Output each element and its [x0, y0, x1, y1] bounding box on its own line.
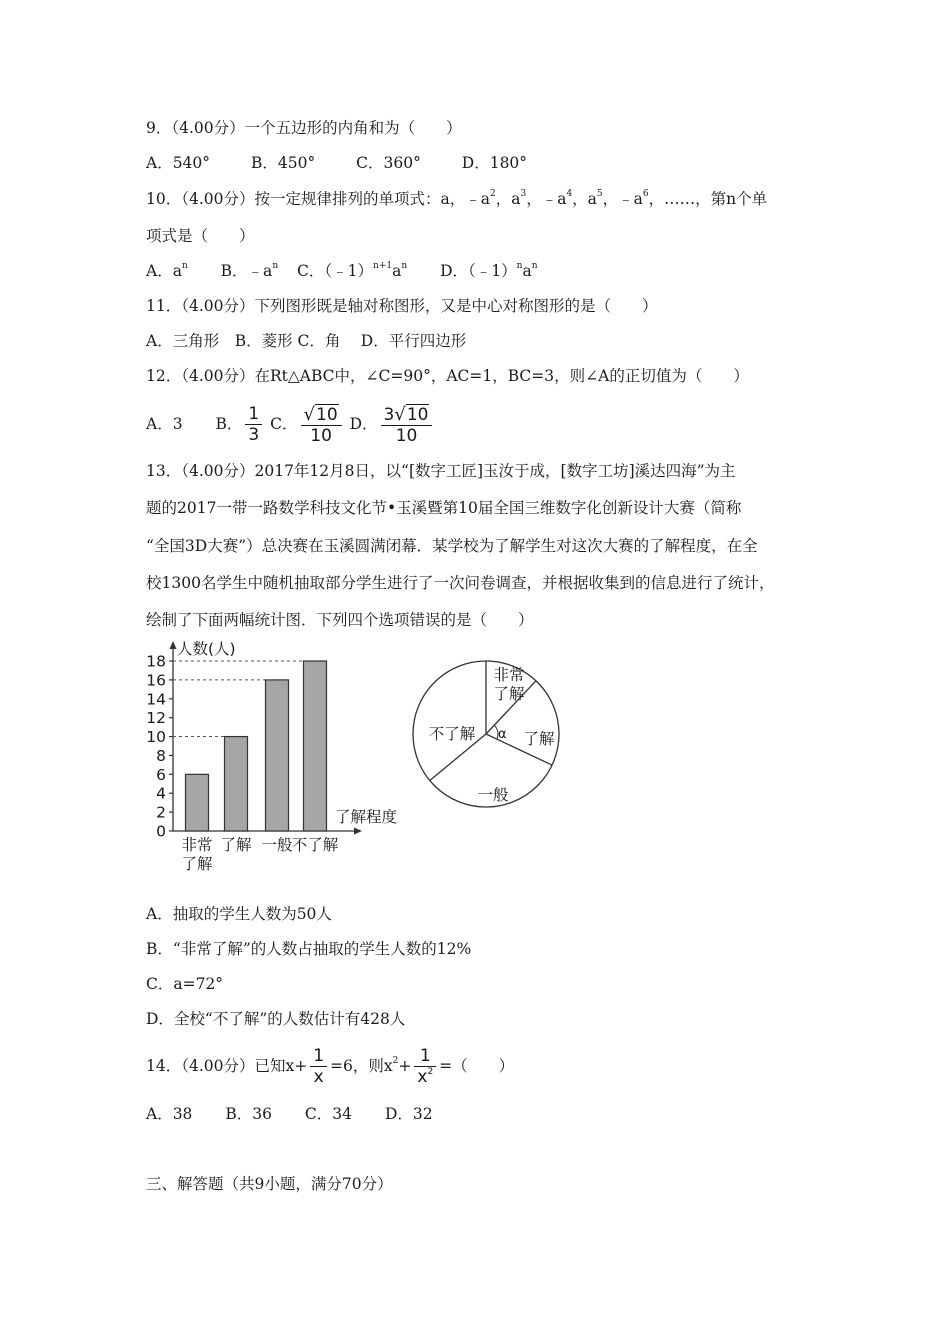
bar-4	[304, 661, 327, 831]
x-category-label: 了解	[220, 836, 252, 854]
q13-option-a: A．抽取的学生人数为50人	[146, 905, 332, 923]
q13-option-b: B．“非常了解”的人数占抽取的学生人数的12%	[146, 940, 472, 958]
bar-2	[225, 737, 248, 831]
y-tick-label: 6	[156, 765, 166, 784]
q13-option-d: D．全校“不了解”的人数估计有428人	[146, 1010, 406, 1028]
y-axis-arrow	[170, 641, 177, 649]
pie-slice-label: 非常了解	[493, 666, 525, 703]
y-tick-label: 8	[156, 746, 166, 765]
y-tick-label: 18	[146, 652, 166, 671]
x-category-label: 不了解	[291, 836, 339, 854]
q12-fraction-b: $\frac{1}{3}$	[245, 405, 262, 445]
q9-option-d: D．180°	[461, 154, 528, 172]
y-tick-label: 4	[156, 784, 166, 803]
bar-chart	[140, 638, 410, 883]
q12-stem: 12．（4.00分）在Rt△ABC中，∠C=90°，AC=1，BC=3，则∠A的正切值为（ ）	[146, 367, 749, 385]
y-tick-label: 2	[156, 803, 166, 822]
y-tick-label: 10	[146, 728, 166, 747]
q13-option-c: C．a=72°	[146, 975, 224, 993]
q13-stem-line4: 校1300名学生中随机抽取部分学生进行了一次问卷调查，并根据收集到的信息进行了统计，	[146, 574, 775, 592]
q11-stem: 11．（4.00分）下列图形既是轴对称图形，又是中心对称图形的是（ ）	[146, 297, 658, 315]
q10-option-d: D．$(﹣1)^na^n$	[440, 261, 538, 280]
q10-option-a: A．$a^n$	[146, 261, 188, 280]
q12-options	[146, 400, 435, 448]
q14-option-c: C．34	[304, 1105, 353, 1123]
q10-stem: 10．（4.00分）按一定规律排列的单项式：a，$﹣a^2$，$a^3$，$﹣a^4$，$a^5$，$﹣a^6$，……，第n个单	[146, 189, 768, 208]
x-axis-label: 了解程度	[335, 808, 398, 826]
q10-options	[146, 260, 537, 282]
y-tick-label: 16	[146, 671, 166, 690]
q14-stem: 14．（4.00分）已知x+ $\frac{1}{x}$ =6，则$x^2+$ $\frac{1}{x^2}$ =（ ）	[146, 1046, 515, 1087]
q9-options	[146, 152, 527, 174]
q9-option-c: C．360°	[356, 154, 421, 172]
q14-option-d: D．32	[384, 1105, 433, 1123]
q12-option-d: D． $\frac{3√10}{10}$	[350, 415, 436, 433]
q12-option-b: B． $\frac{1}{3}$	[216, 415, 266, 433]
x-axis-arrow	[354, 828, 362, 835]
q10-option-c: C．$(﹣1)^{n+1}a^n$	[297, 261, 408, 280]
q13-stem-line5: 绘制了下面两幅统计图．下列四个选项错误的是（ ）	[146, 611, 534, 629]
pie-chart	[400, 638, 630, 838]
q14-option-b: B．36	[225, 1105, 272, 1123]
q13-stem-line3: “全国3D大赛”）总决赛在玉溪圆满闭幕．某学校为了解学生对这次大赛的了解程度，在全	[146, 537, 758, 555]
pie-slice-label: 了解	[523, 730, 555, 748]
q14-options	[146, 1103, 433, 1125]
pie-slice-label: 不了解	[428, 725, 476, 743]
pie-slice-label: 一般	[477, 786, 509, 804]
section-3-title: 三、解答题（共9小题，满分70分）	[146, 1175, 393, 1193]
q10-option-b: B．$﹣a^n$	[220, 261, 279, 280]
q12-option-a: A．3	[146, 415, 183, 433]
q9-option-a: A．540°	[146, 154, 211, 172]
q12-fraction-c: $\frac{√10}{10}$	[301, 405, 342, 446]
q14-fraction-2: $\frac{1}{x^2}$	[414, 1047, 436, 1087]
alpha-angle-label: α	[498, 727, 507, 742]
q14-option-a: A．38	[146, 1105, 193, 1123]
y-tick-label: 0	[156, 822, 166, 841]
bar-3	[266, 680, 289, 831]
q9-option-b: B．450°	[250, 154, 316, 172]
y-axis-label: 人数(人)	[177, 640, 236, 658]
q13-stem-line1: 13．（4.00分）2017年12月8日，以“[数字工匠]玉汝于成，[数字工坊]溪达四海”为主	[146, 462, 736, 480]
q12-fraction-d: $\frac{3√10}{10}$	[381, 405, 433, 446]
q13-stem-line2: 题的2017一带一路数学科技文化节•玉溪暨第10届全国三维数字化创新设计大赛（简称	[146, 499, 742, 517]
x-category-label: 一般	[261, 836, 293, 854]
q11-options: A．三角形 B．菱形 C．角 D．平行四边形	[146, 332, 467, 350]
bar-1	[186, 774, 209, 831]
q9-stem: 9．（4.00分）一个五边形的内角和为（ ）	[146, 119, 462, 137]
x-category-label: 非常了解	[181, 836, 213, 873]
y-tick-label: 12	[146, 709, 166, 728]
y-tick-label: 14	[146, 690, 166, 709]
q10-stem-line2: 项式是（ ）	[146, 227, 255, 245]
q12-option-c: C． $\frac{√10}{10}$	[270, 415, 345, 433]
q14-fraction-1: $\frac{1}{x}$	[310, 1047, 327, 1087]
